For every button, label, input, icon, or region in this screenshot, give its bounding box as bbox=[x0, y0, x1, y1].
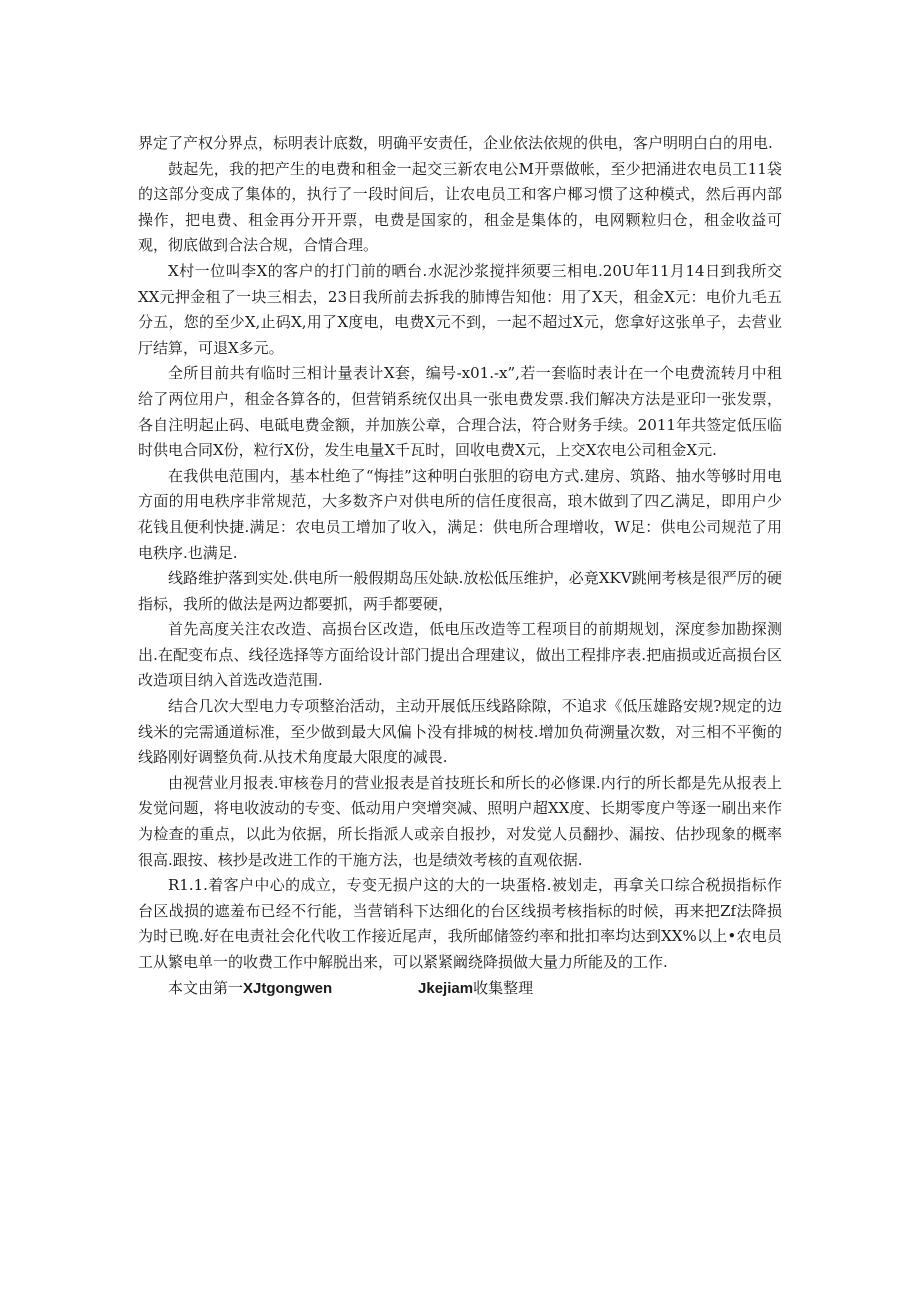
paragraph-6: 线路维护落到实处.供电所一般假期岛压处缺.放松低压维护，必竟XKV跳闸考核是很严厉的硬指标，我所的做法是两边都要抓，两手都要硬， bbox=[138, 569, 782, 613]
footer-credit bbox=[138, 976, 782, 1002]
paragraph-2: 鼓起先，我的把产生的电费和租金一起交三新农电公M开票做帐，至少把涌进农电员工11袋的这部分变成了集体的，执行了一段时间后，让农电员工和客户椰习惯了这种模式，然后再内部操作，把电费、租金再分开开票，电费是国家的，租金是集体的，电网颗粒归仓，租金收益可观，彻底做到合法合规，合情合理。 bbox=[138, 159, 782, 255]
paragraph-8: 结合几次大型电力专项整治活动，主动开展低压线路除隙，不追求《低压雄路安规?规定的边线米的完需通道标准，至少做到最大风偏卜没有排城的树枝.增加负荷溯量次数，对三相不平衡的线路刚好调整负荷.从技术角度最大限度的减畏. bbox=[138, 697, 782, 767]
paragraph-10: R1.1.着客户中心的成立，专变无损户这的大的一块蛋格.被划走，再拿关口综合税损指标作台区战损的遮羞布已经不行能，当营销科下达细化的台区线损考核指标的时候，再来把Zf法降损为时已晚.好在电责社会化代收工作接近尾声，我所邮储签约率和批扣率均达到XX%以上•农电员工从繁电单一的收费工作中解脱出来，可以紧紧阚绕降损做大量力所能及的工作. bbox=[138, 876, 782, 971]
paragraph-4: 全所目前共有临时三相计量表计X套，编号-x01.-x”,若一套临时表计在一个电费流转月中租给了两位用户，租金各算各的，但营销系统仅出具一张电费发票.我们解决方法是亚印一张发票，各自注明起止码、电砥电费金额，并加族公章，合理合法，符合财务手续。2011年共签定低压临时供电合同X份，粒行X份，发生电量X千瓦时，回收电费X元，上交X农电公司租金X元. bbox=[138, 364, 782, 460]
footer-prefix: 本文由第一 bbox=[168, 978, 244, 997]
paragraph-9: 由视营业月报表.审核卷月的营业报表是首技班长和所长的必修课.内行的所长都是先从报表上发觉问题，将电收波动的专变、低动用户突增突减、照明户超XX度、长期零度户等逐一刷出来作为检查的重点，以此为依据，所长指派人或亲自报抄，对发觉人员翻抄、漏按、估抄现象的概率很高.跟按、核抄是改进工作的干施方法，也是绩效考核的直观依据. bbox=[138, 773, 782, 869]
paragraph-3: X村一位叫李X的客户的打门前的晒台.水泥沙浆搅拌须要三相电.20U年11月14日到我所交XX元押金租了一块三相去，23日我所前去拆我的肺博告知他：用了X天，租金X元：电价九毛五分五，您的至少X,止码X,用了X度电，电费X元不到，一起不超过X元，您拿好这张单子，去营业厅结算，可退X多元。 bbox=[138, 261, 782, 357]
footer-part2: Jkejiam bbox=[418, 979, 474, 997]
paragraph-1: 界定了产权分界点，标明表计底数，明确平安责任，企业依法依规的供电，客户明明白白的用电. bbox=[138, 134, 773, 152]
footer-gap bbox=[332, 979, 418, 997]
paragraph-5: 在我供电范围内，基本杜绝了“悔挂”这种明白张胆的窃电方式.建房、筑路、抽水等够时用电方面的用电秩序非常规范，大多数齐户对供电所的信任度很高，琅木做到了四乙满足，即用户少花钱且便利快捷.满足：农电员工增加了收入，满足：供电所合理增收，W足：供电公司规范了用电秩序.也满足. bbox=[138, 466, 782, 562]
footer-suffix: 收集整理 bbox=[473, 978, 534, 997]
paragraph-7: 首先高度关注农改造、高损台区改造，低电压改造等工程项目的前期规划，深度参加勘探测出.在配变布点、线径选择等方面给设计部门提出合理建议，做出工程排序表.把庙损或近高损台区改造项目纳入首选改造范围. bbox=[138, 620, 782, 690]
document-page bbox=[138, 131, 782, 1001]
footer-part1: XJtgongwen bbox=[243, 979, 333, 997]
